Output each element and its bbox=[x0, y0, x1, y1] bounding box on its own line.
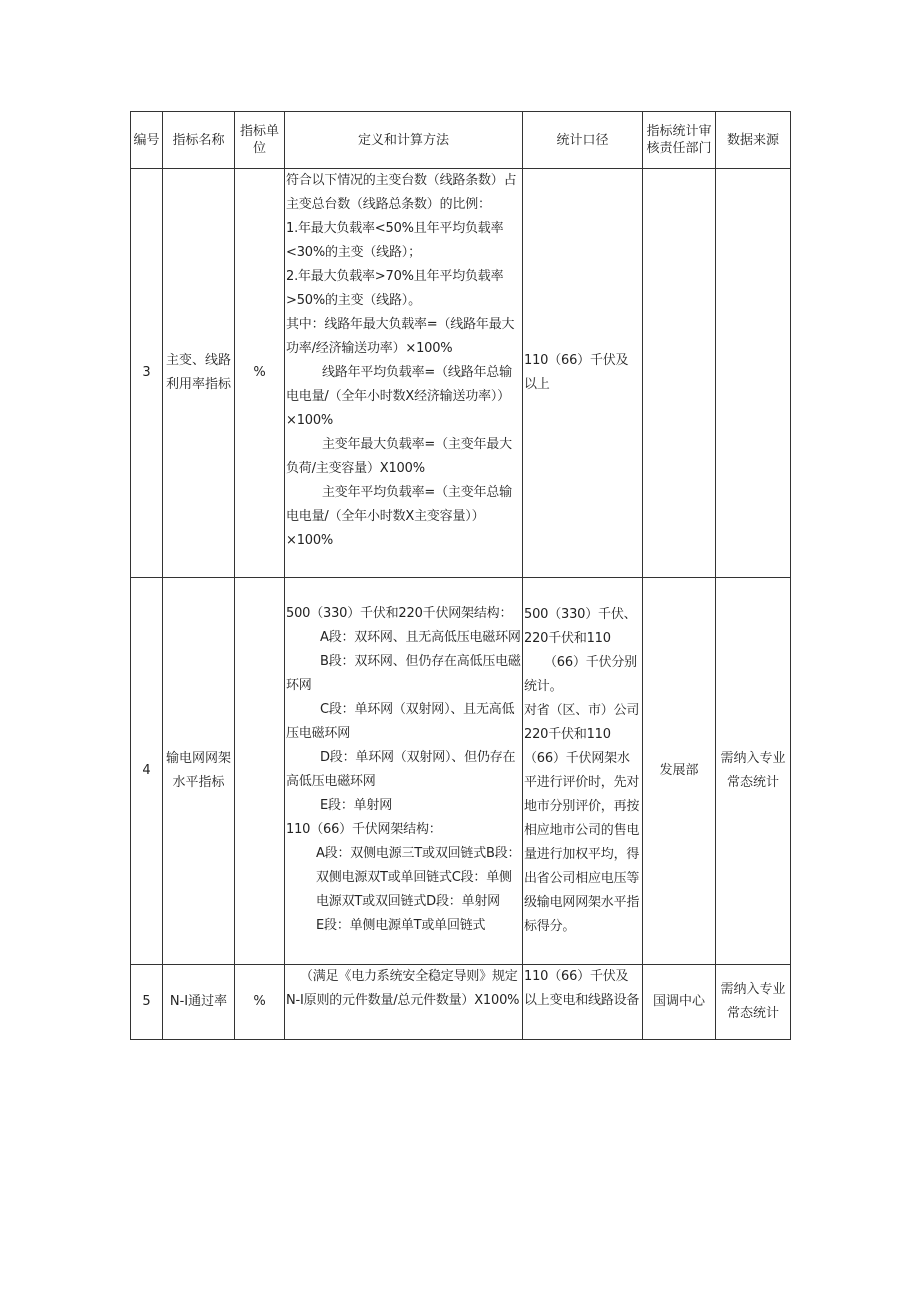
definition-line: D段：单环网（双射网）、但仍存在高低压电磁环网 bbox=[286, 750, 516, 789]
header-num: 编号 bbox=[131, 112, 163, 169]
definition-line: E段：单侧电源单T或单回链式 bbox=[316, 918, 486, 933]
definition-line: C段：单环网（双射网）、且无高低压电磁环网 bbox=[286, 702, 515, 741]
definition-cell: （满足《电力系统安全稳定导则》规定N-I原则的元件数量/总元件数量）X100% bbox=[285, 965, 523, 1040]
definition-line: A段：双环网、且无高低压电磁环网 bbox=[320, 630, 521, 645]
source-cell: 需纳入专业常态统计 bbox=[716, 578, 791, 965]
row-number: 4 bbox=[131, 578, 163, 965]
header-source: 数据来源 bbox=[716, 112, 791, 169]
indicator-unit: % bbox=[235, 169, 285, 578]
definition-line: 110（66）千伏网架结构： bbox=[286, 822, 442, 837]
definition-line: 符合以下情况的主变台数（线路条数）占主变总台数（线路总条数）的比例： bbox=[286, 173, 517, 212]
table-row bbox=[131, 578, 791, 965]
header-name: 指标名称 bbox=[163, 112, 235, 169]
definition-line: 线路年平均负载率=（线路年总输电电量/（全年小时数X经济输送功率））×100% bbox=[286, 365, 512, 428]
definition-line: 2.年最大负载率>70%且年平均负载率>50%的主变（线路）。 bbox=[286, 269, 504, 308]
definition-line: E段：单射网 bbox=[320, 798, 393, 813]
scope-cell bbox=[523, 578, 643, 965]
indicator-table bbox=[130, 111, 791, 1040]
definition-line: 其中：线路年最大负载率=（线路年最大功率/经济输送功率）×100% bbox=[286, 317, 515, 356]
definition-line: 500（330）千伏和220千伏网架结构： bbox=[286, 606, 513, 621]
definition-cell bbox=[285, 169, 523, 578]
definition-line: 主变年平均负载率=（主变年总输电电量/（全年小时数X主变容量））×100% bbox=[286, 485, 512, 548]
dept-cell: 国调中心 bbox=[643, 965, 716, 1040]
dept-cell: 发展部 bbox=[643, 578, 716, 965]
scope-line: （66）千伏分别统计。 bbox=[524, 655, 637, 694]
header-row bbox=[131, 112, 791, 169]
header-unit: 指标单位 bbox=[235, 112, 285, 169]
header-dept: 指标统计审核责任部门 bbox=[643, 112, 716, 169]
dept-cell bbox=[643, 169, 716, 578]
scope-line: 对省（区、市）公司220千伏和110（66）千伏网架水平进行评价时，先对地市分别评价，再按相应地市公司的售电量进行加权平均，得出省公司相应电压等级输电网网架水平指标得分。 bbox=[524, 703, 640, 934]
definition-line: 主变年最大负载率=（主变年最大负荷/主变容量）X100% bbox=[286, 437, 512, 476]
indicator-unit bbox=[235, 578, 285, 965]
indicator-name: N-I通过率 bbox=[163, 965, 235, 1040]
row-number: 3 bbox=[131, 169, 163, 578]
definition-cell bbox=[285, 578, 523, 965]
definition-line: A段：双侧电源三T或双回链式B段：双侧电源双T或单回链式C段：单侧电源双T或双回链式D段：单射网 bbox=[316, 846, 521, 909]
table-row bbox=[131, 965, 791, 1040]
header-definition: 定义和计算方法 bbox=[285, 112, 523, 169]
header-scope: 统计口径 bbox=[523, 112, 643, 169]
indicator-name: 输电网网架水平指标 bbox=[163, 578, 235, 965]
source-cell: 需纳入专业常态统计 bbox=[716, 965, 791, 1040]
indicator-unit: % bbox=[235, 965, 285, 1040]
scope-line: 500（330）千伏、220千伏和110 bbox=[524, 607, 637, 646]
scope-cell: 110（66）千伏及以上变电和线路设备 bbox=[523, 965, 643, 1040]
source-cell bbox=[716, 169, 791, 578]
row-number: 5 bbox=[131, 965, 163, 1040]
table-row bbox=[131, 169, 791, 578]
indicator-name: 主变、线路利用率指标 bbox=[163, 169, 235, 578]
definition-line: 1.年最大负载率<50%且年平均负载率<30%的主变（线路）； bbox=[286, 221, 504, 260]
scope-cell: 110（66）千伏及以上 bbox=[523, 169, 643, 578]
definition-line: B段：双环网、但仍存在高低压电磁环网 bbox=[286, 654, 521, 693]
